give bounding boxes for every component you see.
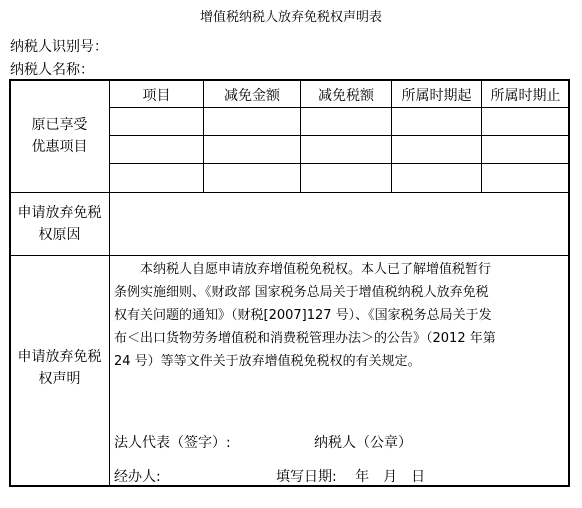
legal-rep-label: 法人代表（签字）: — [114, 435, 231, 451]
table-divider — [110, 135, 569, 136]
fill-date-label: 填写日期: 年 月 日 — [276, 469, 426, 485]
row-label-preferential: 原已享受 优惠项目 — [31, 117, 88, 155]
header-reduction-tax: 减免税额 — [318, 88, 374, 104]
taxpayer-id-label: 纳税人识别号： — [10, 39, 108, 55]
header-period-end: 所属时期止 — [490, 88, 561, 104]
table-divider — [110, 107, 569, 108]
taxpayer-seal-label: 纳税人（公章） — [314, 435, 412, 451]
form-title: 增值税纳税人放弃免税权声明表 — [199, 10, 382, 25]
header-item: 项目 — [142, 88, 171, 104]
table-divider-left — [109, 80, 110, 486]
row-label-reason: 申请放弃免税 权原因 — [17, 205, 102, 243]
table-divider — [10, 255, 569, 256]
statement-text: 本纳税人自愿申请放弃增值税免税权。本人已了解增值税暂行 条例实施细则、《财政部 国家税务总局关于增值税纳税人放弃免税 权有关问题的通知》（财税[2007]127 号）、《国家税务总局关于发 布＜出口货物劳务增值税和消费税管理办法＞的公告》（2012 年第 24 号）等等文件关于放弃增值税免税权的有关规定。 — [114, 262, 496, 369]
header-reduction-amount: 减免金额 — [224, 88, 280, 104]
table-divider — [10, 192, 569, 193]
header-period-start: 所属时期起 — [401, 88, 472, 104]
table-divider — [110, 163, 569, 164]
row-label-statement: 申请放弃免税 权声明 — [17, 349, 102, 387]
taxpayer-name-label: 纳税人名称： — [10, 62, 94, 78]
handler-label: 经办人: — [114, 469, 161, 485]
